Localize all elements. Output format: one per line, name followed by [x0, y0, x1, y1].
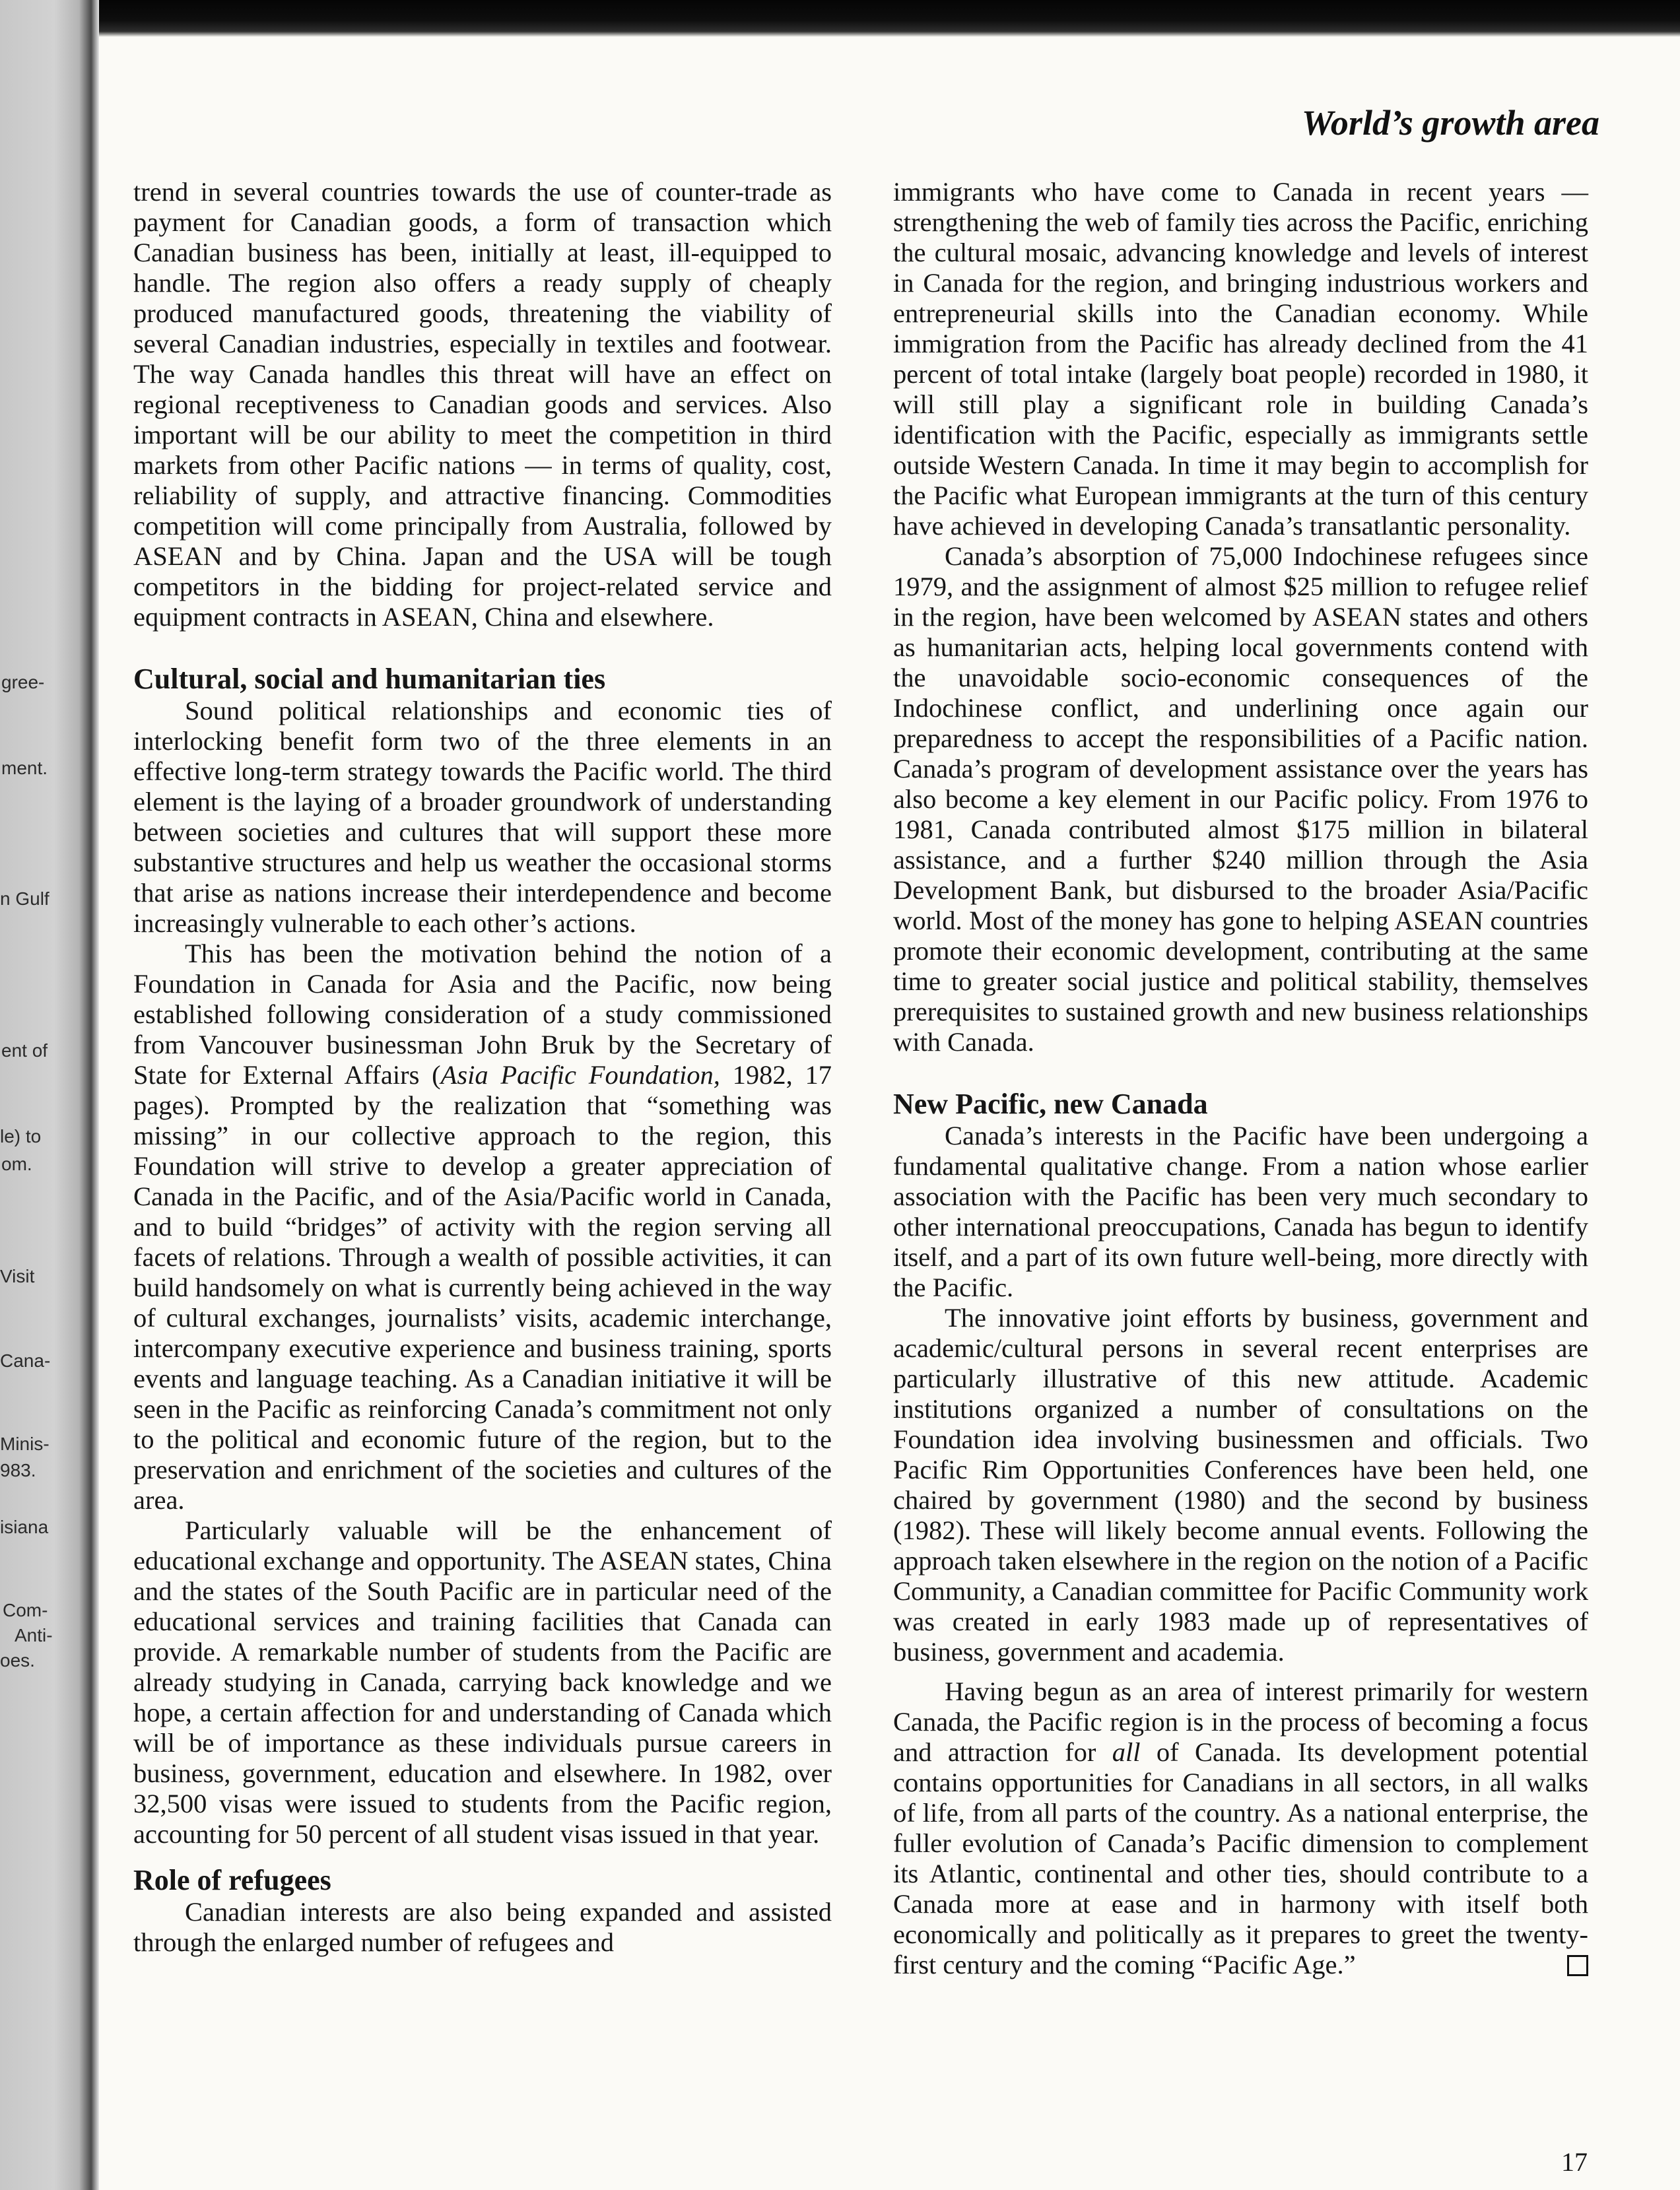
gutter-fragment: oes.	[0, 1650, 35, 1671]
gutter-fragment: n Gulf	[0, 888, 50, 909]
paragraph: Canadian interests are also being expanded and assisted through the enlarged number of refugees and	[133, 1897, 832, 1957]
paragraph-text: 1982, 17 pages). Prompted by the realization that “something was missing” in our collective approach to the region, this Foundation will strive to develop a greater appreciation of Canada in the Pacific, and of the Asia/Pacific world in Canada, and to build “bridges” of activity with the region serving all facets of relations. Through a wealth of possible activities, it can build handsomely on what is currently being achieved in the way of cultural exchanges, journalists’ visits, academic interchange, intercompany executive experience and business training, sports events and language teaching. As a Canadian initiative it will be seen in the Pacific as reinforcing Canada’s commitment not only to the political and economic future of the region, but to the preservation and enrichment of the societies and cultures of the area.	[133, 1060, 832, 1515]
gutter-fragment: 983.	[0, 1460, 36, 1480]
paragraph: Canada’s interests in the Pacific have been undergoing a fundamental qualitative change. From a nation whose earlier association with the Pacific has been very much secondary to other international preoccupations, Canada has begun to identify itself, and a part of its own future well-being, more directly with the Pacific.	[893, 1121, 1588, 1302]
section-heading: New Pacific, new Canada	[893, 1088, 1208, 1120]
paragraph: trend in several countries towards the use of counter-trade as payment for Canadian goods, a form of transaction which Canadian business has been, initially at least, ill-equipped to handle. The region also offers a ready supply of cheaply produced manufactured goods, threatening the viability of several Canadian industries, especially in textiles and footwear. The way Canada handles this threat will have an effect on regional receptiveness to Canadian goods and services. Also important will be our ability to meet the competition in third markets from other Pacific nations — in terms of quality, cost, reliability of supply, and attractive financing. Commodities competition will come principally from Australia, followed by ASEAN and by China. Japan and the USA will be tough competitors in the bidding for project-related service and equipment contracts in ASEAN, China and elsewhere.	[133, 177, 832, 632]
paragraph-text: This has been the motivation behind the notion of a Foundation in Canada for Asia and the Pacific, now being established following consideration of a study commissioned from Vancouver businessman John Bruk by the Secretary of State for External Affairs (	[133, 939, 832, 1090]
gutter-fragment: gree-	[1, 672, 45, 692]
gutter-fragment: ent of	[1, 1040, 48, 1061]
scan-top-edge	[0, 0, 1680, 37]
section-heading: Cultural, social and humanitarian ties	[133, 663, 606, 695]
emphasis: all	[1112, 1737, 1141, 1767]
page-number: 17	[1561, 2147, 1588, 2177]
paragraph	[133, 939, 832, 1515]
end-of-article-mark	[1567, 1955, 1588, 1976]
gutter-fragment: om.	[1, 1154, 32, 1174]
facing-page-gutter	[0, 0, 99, 2190]
paragraph-text: of Canada. Its development potential contains opportunities for Canadians in all sectors, in all walks of life, from all parts of the country. As a national enterprise, the fuller evolution of Canada’s Pacific dimension to complement its Atlantic, continental and other ties, should contribute to a Canada more at ease and in harmony with itself both economically and politically as it prepares to greet the twenty-first century and the coming “Pacific Age.”	[893, 1737, 1588, 1979]
gutter-fragment: ment.	[1, 758, 48, 778]
gutter-fragment: Minis-	[0, 1434, 50, 1454]
gutter-fragment: Visit	[0, 1266, 35, 1286]
paragraph: Canada’s absorption of 75,000 Indochinese refugees since 1979, and the assignment of almost $25 million to refugee relief in the region, have been welcomed by ASEAN states and others as humanitarian acts, helping local governments contend with the unavoidable socio-economic consequences of the Indochinese conflict, and underlining once again our preparedness to accept the responsibilities of a Pacific nation. Canada’s program of development assistance over the years has also become a key element in our Pacific policy. From 1976 to 1981, Canada contributed almost $175 million in bilateral assistance, and a further $240 million through the Asia Development Bank, but disbursed to the broader Asia/Pacific world. Most of the money has gone to helping ASEAN countries promote their economic development, contributing at the same time to greater social justice and political stability, themselves prerequisites to sustained growth and new business relationships with Canada.	[893, 541, 1588, 1057]
paragraph: Particularly valuable will be the enhancement of educational exchange and opportunity. The ASEAN states, China and the states of the South Pacific are in particular need of the educational services and training facilities that Canada can provide. A remarkable number of students from the Pacific are already studying in Canada, carrying back knowledge and we hope, a certain affection for and understanding of Canada which will be of importance as these individuals pursue careers in business, government, education and elsewhere. In 1982, over 32,500 visas were issued to students from the Pacific region, accounting for 50 percent of all student visas issued in that year.	[133, 1515, 832, 1849]
paragraph: immigrants who have come to Canada in recent years — strengthening the web of family ties across the Pacific, enriching the cultural mosaic, advancing knowledge and levels of interest in Canada for the region, and bringing industrious workers and entrepreneurial skills into the Canadian economy. While immigration from the Pacific has already declined from the 41 percent of total intake (largely boat people) recorded in 1980, it will still play a significant role in building Canada’s identification with the Pacific, especially as immigrants settle outside Western Canada. In time it may begin to accomplish for the Pacific what European immigrants at the turn of this century have achieved in developing Canada’s transatlantic personality.	[893, 177, 1588, 541]
paragraph: The innovative joint efforts by business, government and academic/cultural persons in several recent enterprises are particularly illustrative of this new attitude. Academic institutions organized a number of consultations on the Foundation idea involving businessmen and officials. Two Pacific Rim Opportunities Conferences have been held, one chaired by government (1980) and the second by business (1982). These will likely become annual events. Following the approach taken elsewhere in the region on the notion of a Pacific Community, a Canadian committee for Pacific Community work was created in early 1983 made up of representatives of business, government and academia.	[893, 1303, 1588, 1667]
gutter-fragment: le) to	[0, 1126, 42, 1146]
left-column	[133, 177, 832, 1958]
paragraph: Sound political relationships and economic ties of interlocking benefit form two of the three elements in an effective long-term strategy towards the Pacific world. The third element is the laying of a broader groundwork of understanding between societies and cultures that will support these more substantive structures and help us weather the occasional storms that arise as nations increase their interdependence and become increasingly vulnerable to each other’s actions.	[133, 696, 832, 938]
gutter-fragment: Cana-	[0, 1350, 51, 1371]
gutter-fragment: Com-	[3, 1600, 48, 1620]
running-head: World’s growth area	[1301, 103, 1599, 143]
paragraph-text: Having begun as an area of interest primarily for western Canada, the Pacific region is in the process of becoming a focus and attraction for	[893, 1676, 1588, 1767]
paragraph	[893, 1676, 1588, 1980]
gutter-fragment: isiana	[0, 1517, 49, 1537]
gutter-fragment: Anti-	[15, 1625, 53, 1645]
right-column	[893, 177, 1588, 1980]
section-heading: Role of refugees	[133, 1864, 331, 1896]
publication-title: Asia Pacific Foundation,	[440, 1060, 720, 1090]
